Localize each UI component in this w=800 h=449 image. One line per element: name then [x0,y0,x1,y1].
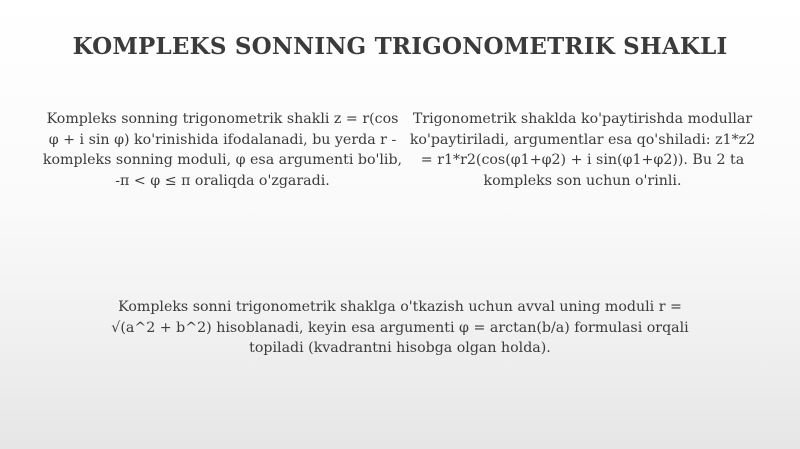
bottom-text-block: Kompleks sonni trigonometrik shaklga o'tkazish uchun avval uning moduli r = √(a^2 + b^2) hisoblanadi, keyin esa argumenti φ = arctan(b/a) formulasi orqali topiladi (kvadrantni hisobga olgan holda). [111,299,689,356]
left-text-block: Kompleks sonning trigonometrik shakli z = r(cos φ + i sin φ) ko'rinishida ifodalanadi, bu yerda r - kompleks sonning moduli, φ esa argumenti bo'lib, -π < φ ≤ π oraliqda o'zgaradi. [42,111,403,189]
slide-title: KOMPLEKS SONNING TRIGONOMETRIK SHAKLI [72,33,728,60]
right-text-block: Trigonometrik shaklda ko'paytirishda modullar ko'paytiriladi, argumentlar esa qo'shiladi: z1*z2 = r1*r2(cos(φ1+φ2) + i sin(φ1+φ2)). Bu 2 ta kompleks son uchun o'rinli. [409,111,756,189]
